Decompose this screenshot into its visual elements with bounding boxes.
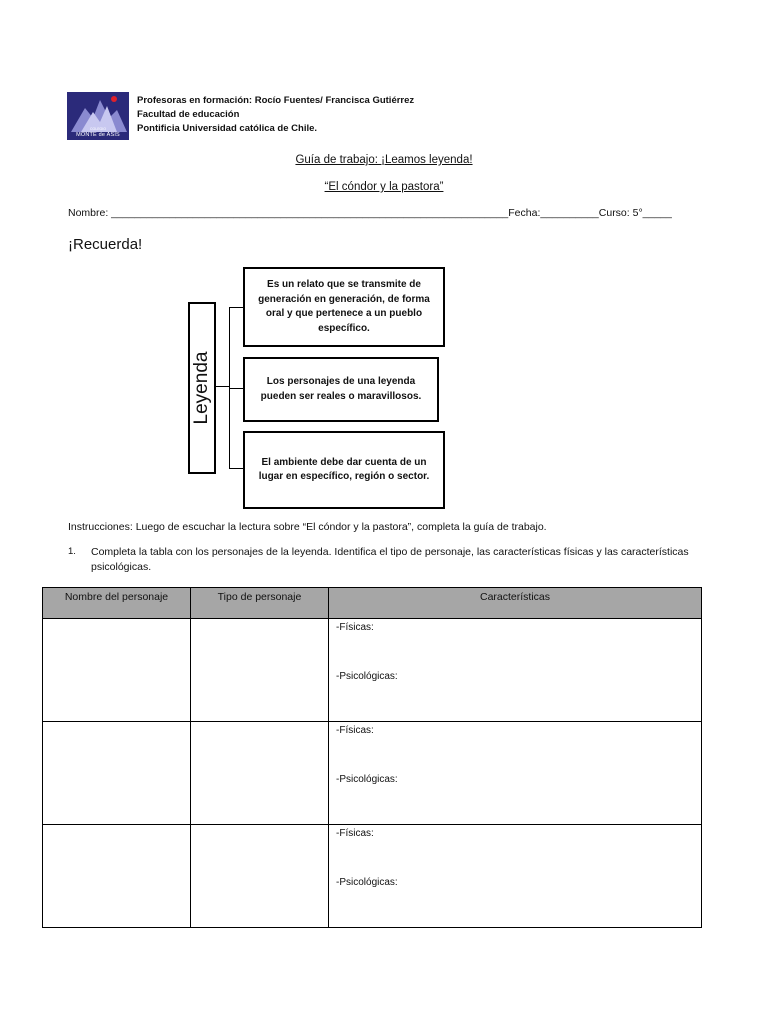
worksheet-subtitle: “El cóndor y la pastora” <box>324 181 444 193</box>
table-row <box>43 619 702 722</box>
setting-box: El ambiente debe dar cuenta de un lugar en específico, región o sector. <box>243 431 445 509</box>
header-nombre: Nombre del personaje <box>43 588 191 619</box>
caracteristicas-cell[interactable] <box>329 722 702 825</box>
school-logo <box>67 92 129 140</box>
worksheet-title: Guía de trabajo: ¡Leamos leyenda! <box>295 154 473 166</box>
logo-dot-icon <box>111 96 117 102</box>
leyenda-label: Leyenda <box>191 351 212 425</box>
caracteristicas-cell[interactable] <box>329 825 702 928</box>
header-line-university: Pontificia Universidad católica de Chile. <box>137 123 318 134</box>
logo-small-text: COLEGIO <box>90 127 106 131</box>
fisicas-label: -Físicas: <box>336 828 374 839</box>
logo-text: MONTE de ASIS <box>76 132 120 138</box>
fisicas-label: -Físicas: <box>336 622 374 633</box>
item-number: 1. <box>68 546 76 557</box>
characters-table <box>42 587 702 928</box>
header-line-faculty: Facultad de educación <box>137 109 240 120</box>
connector-main <box>214 386 229 387</box>
caracteristicas-cell[interactable] <box>329 619 702 722</box>
characters-box: Los personajes de una leyenda pueden ser reales o maravillosos. <box>243 357 439 422</box>
item-text: Completa la tabla con los personajes de la leyenda. Identifica el tipo de personaje, las características físicas y las características psicológicas. <box>91 546 689 573</box>
nombre-cell[interactable] <box>43 619 191 722</box>
connector-middle <box>229 388 244 389</box>
psicologicas-label: -Psicológicas: <box>336 671 398 682</box>
table-row <box>43 825 702 928</box>
tipo-cell[interactable] <box>191 619 329 722</box>
table-header-row <box>43 588 702 619</box>
psicologicas-label: -Psicológicas: <box>336 877 398 888</box>
name-date-course-line: Nombre: ____________________________________________________________________Fecha:__________Curso: 5°_____ <box>68 207 672 219</box>
definition-box: Es un relato que se transmite de generación en generación, de forma oral y que pertenece a un pueblo específico. <box>243 267 445 347</box>
nombre-cell[interactable] <box>43 722 191 825</box>
leyenda-concept-box <box>188 302 216 474</box>
instructions-text: Instrucciones: Luego de escuchar la lectura sobre “El cóndor y la pastora”, completa la guía de trabajo. <box>68 521 547 533</box>
nombre-cell[interactable] <box>43 825 191 928</box>
fisicas-label: -Físicas: <box>336 725 374 736</box>
recuerda-heading: ¡Recuerda! <box>68 236 143 253</box>
header-line-authors: Profesoras en formación: Rocío Fuentes/ Francisca Gutiérrez <box>137 95 415 106</box>
table-row <box>43 722 702 825</box>
psicologicas-label: -Psicológicas: <box>336 774 398 785</box>
tipo-cell[interactable] <box>191 825 329 928</box>
tipo-cell[interactable] <box>191 722 329 825</box>
header-caracteristicas: Características <box>329 588 702 619</box>
connector-top <box>229 307 244 308</box>
connector-bottom <box>229 468 244 469</box>
header-tipo: Tipo de personaje <box>191 588 329 619</box>
